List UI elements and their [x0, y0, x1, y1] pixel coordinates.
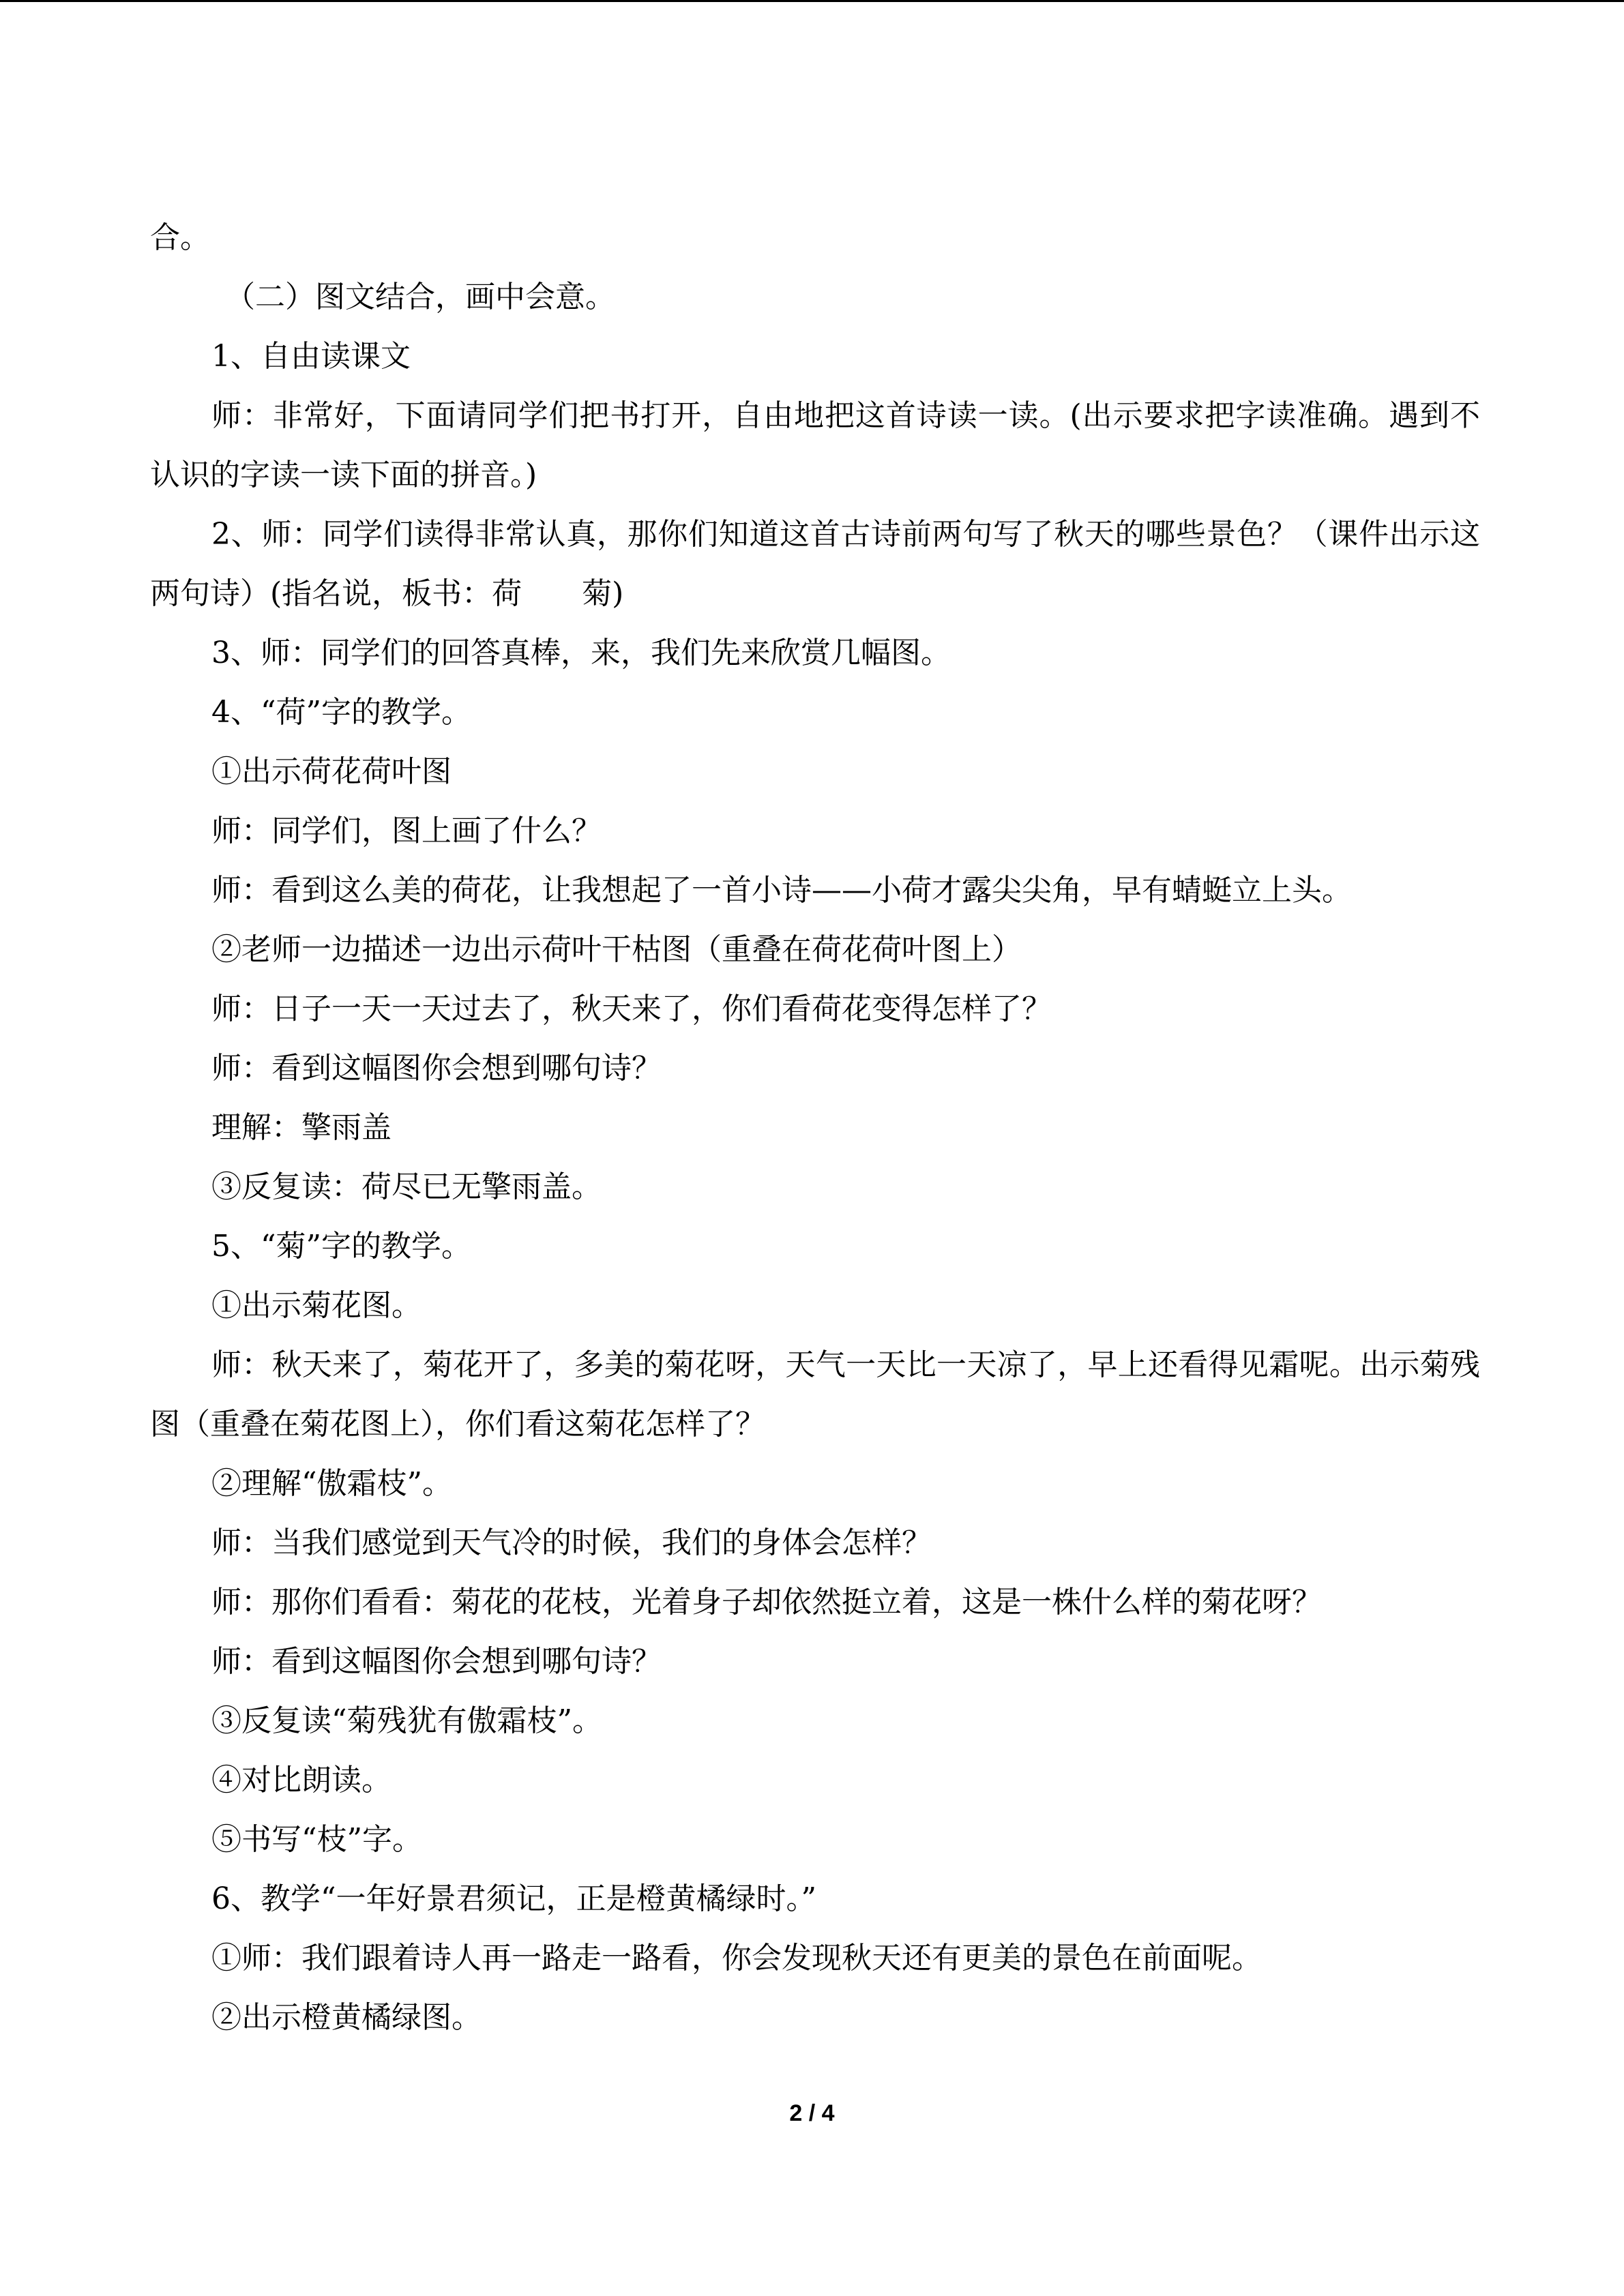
- paragraph-line: 师：看到这么美的荷花，让我想起了一首小诗——小荷才露尖尖角，早有蜻蜓立上头。: [211, 873, 1352, 908]
- paragraph-line: ①师：我们跟着诗人再一路走一路看，你会发现秋天还有更美的景色在前面呢。: [211, 1941, 1262, 1976]
- paragraph-line: ⑤书写“枝”字。: [211, 1822, 422, 1857]
- paragraph-line: ②理解“傲霜枝”。: [211, 1466, 452, 1501]
- paragraph-line: ③反复读“菊残犹有傲霜枝”。: [211, 1703, 602, 1738]
- document-body: [150, 208, 1480, 2047]
- paragraph-line: 2、师：同学们读得非常认真，那你们知道这首古诗前两句写了秋天的哪些景色？（课件出示这两句诗）(指名说，板书：荷 菊): [150, 517, 1480, 611]
- paragraph-line: 师：日子一天一天过去了，秋天来了，你们看荷花变得怎样了？: [211, 992, 1052, 1026]
- paragraph-line: 理解：擎雨盖: [211, 1110, 392, 1145]
- paragraph-line: ①出示菊花图。: [211, 1288, 422, 1323]
- paragraph-line: 3、师：同学们的回答真棒，来，我们先来欣赏几幅图。: [211, 636, 951, 670]
- top-border-line: [0, 0, 1624, 2]
- paragraph-line: 合。: [150, 220, 210, 255]
- paragraph-line: ②出示橙黄橘绿图。: [211, 2000, 482, 2035]
- paragraph-line: 师：那你们看看：菊花的花枝，光着身子却依然挺立着，这是一株什么样的菊花呀？: [211, 1585, 1322, 1620]
- paragraph-line: ④对比朗读。: [211, 1763, 392, 1798]
- paragraph-line: ②老师一边描述一边出示荷叶干枯图（重叠在荷花荷叶图上）: [211, 932, 1022, 967]
- paragraph-line: 6、教学“一年好景君须记，正是橙黄橘绿时。”: [211, 1881, 816, 1916]
- paragraph-line: 1、自由读课文: [211, 339, 411, 374]
- paragraph-line: 5、“菊”字的教学。: [211, 1229, 471, 1264]
- page-number: 2 / 4: [789, 2100, 835, 2126]
- paragraph-line: 师：看到这幅图你会想到哪句诗？: [211, 1051, 662, 1086]
- paragraph-line: ③反复读：荷尽已无擎雨盖。: [211, 1169, 602, 1204]
- paragraph-line: 师：看到这幅图你会想到哪句诗？: [211, 1644, 662, 1679]
- paragraph-line: ①出示荷花荷叶图: [211, 754, 452, 789]
- paragraph-line: 师：秋天来了，菊花开了，多美的菊花呀，天气一天比一天凉了，早上还看得见霜呢。出示菊残图（重叠在菊花图上），你们看这菊花怎样了？: [150, 1347, 1480, 1442]
- paragraph-line: 师：非常好，下面请同学们把书打开，自由地把这首诗读一读。(出示要求把字读准确。遇到不认识的字读一读下面的拼音。): [150, 398, 1480, 492]
- section-heading: （二）图文结合，画中会意。: [225, 280, 615, 314]
- paragraph-line: 师：同学们，图上画了什么？: [211, 814, 602, 848]
- paragraph-line: 师：当我们感觉到天气冷的时候，我们的身体会怎样？: [211, 1525, 932, 1560]
- paragraph-line: 4、“荷”字的教学。: [211, 695, 471, 730]
